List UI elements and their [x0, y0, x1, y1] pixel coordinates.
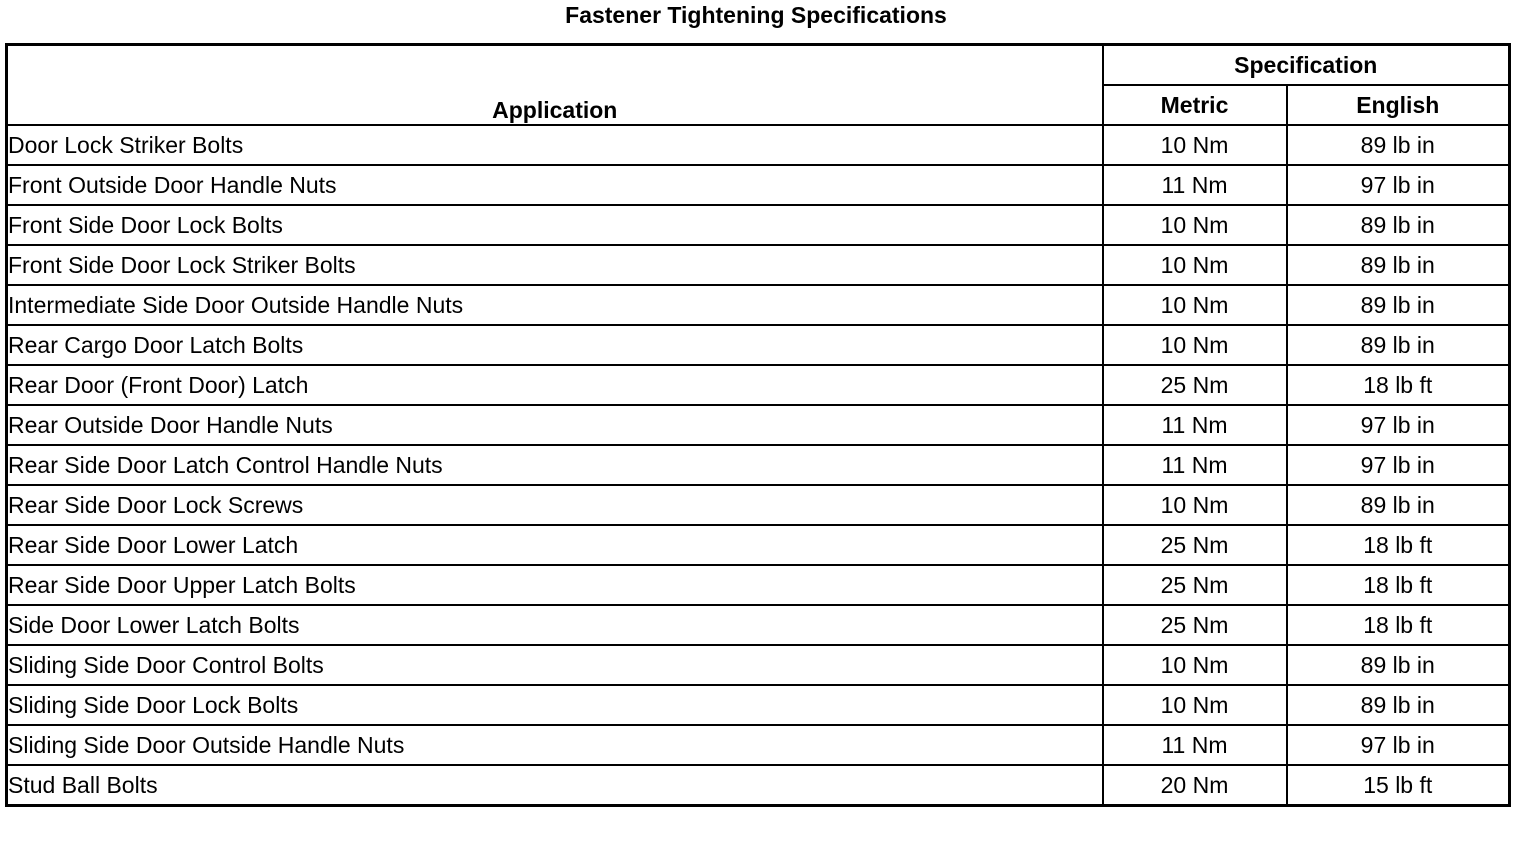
application-cell: Rear Side Door Lower Latch [7, 525, 1103, 565]
metric-cell: 11 Nm [1103, 445, 1287, 485]
english-cell: 89 lb in [1287, 245, 1510, 285]
metric-cell: 10 Nm [1103, 685, 1287, 725]
metric-cell: 10 Nm [1103, 285, 1287, 325]
application-cell: Door Lock Striker Bolts [7, 125, 1103, 165]
application-cell: Rear Side Door Upper Latch Bolts [7, 565, 1103, 605]
metric-cell: 11 Nm [1103, 405, 1287, 445]
metric-cell: 25 Nm [1103, 605, 1287, 645]
table-row [7, 645, 1510, 685]
english-header: English [1287, 85, 1510, 125]
table-row [7, 245, 1510, 285]
metric-header: Metric [1103, 85, 1287, 125]
table-row [7, 445, 1510, 485]
table-row [7, 285, 1510, 325]
metric-cell: 10 Nm [1103, 325, 1287, 365]
table-row [7, 125, 1510, 165]
english-cell: 89 lb in [1287, 285, 1510, 325]
application-cell: Sliding Side Door Lock Bolts [7, 685, 1103, 725]
application-cell: Side Door Lower Latch Bolts [7, 605, 1103, 645]
table-title: Fastener Tightening Specifications [565, 2, 947, 28]
table-row [7, 765, 1510, 806]
metric-cell: 25 Nm [1103, 565, 1287, 605]
metric-cell: 20 Nm [1103, 765, 1287, 806]
metric-cell: 10 Nm [1103, 125, 1287, 165]
table-row [7, 405, 1510, 445]
specification-header: Specification [1103, 45, 1510, 86]
specifications-table [5, 43, 1511, 807]
metric-cell: 25 Nm [1103, 365, 1287, 405]
english-cell: 18 lb ft [1287, 525, 1510, 565]
english-cell: 97 lb in [1287, 405, 1510, 445]
english-cell: 89 lb in [1287, 685, 1510, 725]
english-cell: 89 lb in [1287, 645, 1510, 685]
english-cell: 97 lb in [1287, 165, 1510, 205]
table-row [7, 485, 1510, 525]
application-cell: Intermediate Side Door Outside Handle Nuts [7, 285, 1103, 325]
english-cell: 97 lb in [1287, 445, 1510, 485]
application-cell: Front Side Door Lock Striker Bolts [7, 245, 1103, 285]
table-row [7, 365, 1510, 405]
metric-cell: 11 Nm [1103, 165, 1287, 205]
table-row [7, 525, 1510, 565]
table-row [7, 165, 1510, 205]
application-cell: Rear Side Door Latch Control Handle Nuts [7, 445, 1103, 485]
metric-cell: 10 Nm [1103, 485, 1287, 525]
table-row [7, 205, 1510, 245]
english-cell: 89 lb in [1287, 325, 1510, 365]
metric-cell: 25 Nm [1103, 525, 1287, 565]
metric-cell: 10 Nm [1103, 205, 1287, 245]
english-cell: 89 lb in [1287, 485, 1510, 525]
application-cell: Sliding Side Door Control Bolts [7, 645, 1103, 685]
english-cell: 89 lb in [1287, 205, 1510, 245]
application-cell: Stud Ball Bolts [7, 765, 1103, 806]
application-header: Application [7, 45, 1103, 126]
application-cell: Rear Side Door Lock Screws [7, 485, 1103, 525]
table-row [7, 565, 1510, 605]
table-row [7, 325, 1510, 365]
table-row [7, 725, 1510, 765]
english-cell: 89 lb in [1287, 125, 1510, 165]
english-cell: 18 lb ft [1287, 565, 1510, 605]
application-cell: Rear Outside Door Handle Nuts [7, 405, 1103, 445]
application-cell: Sliding Side Door Outside Handle Nuts [7, 725, 1103, 765]
english-cell: 18 lb ft [1287, 605, 1510, 645]
application-cell: Front Side Door Lock Bolts [7, 205, 1103, 245]
english-cell: 15 lb ft [1287, 765, 1510, 806]
table-row [7, 605, 1510, 645]
application-cell: Rear Cargo Door Latch Bolts [7, 325, 1103, 365]
metric-cell: 10 Nm [1103, 645, 1287, 685]
table-row [7, 685, 1510, 725]
english-cell: 18 lb ft [1287, 365, 1510, 405]
table-body [7, 125, 1510, 806]
english-cell: 97 lb in [1287, 725, 1510, 765]
application-cell: Front Outside Door Handle Nuts [7, 165, 1103, 205]
application-cell: Rear Door (Front Door) Latch [7, 365, 1103, 405]
metric-cell: 11 Nm [1103, 725, 1287, 765]
metric-cell: 10 Nm [1103, 245, 1287, 285]
